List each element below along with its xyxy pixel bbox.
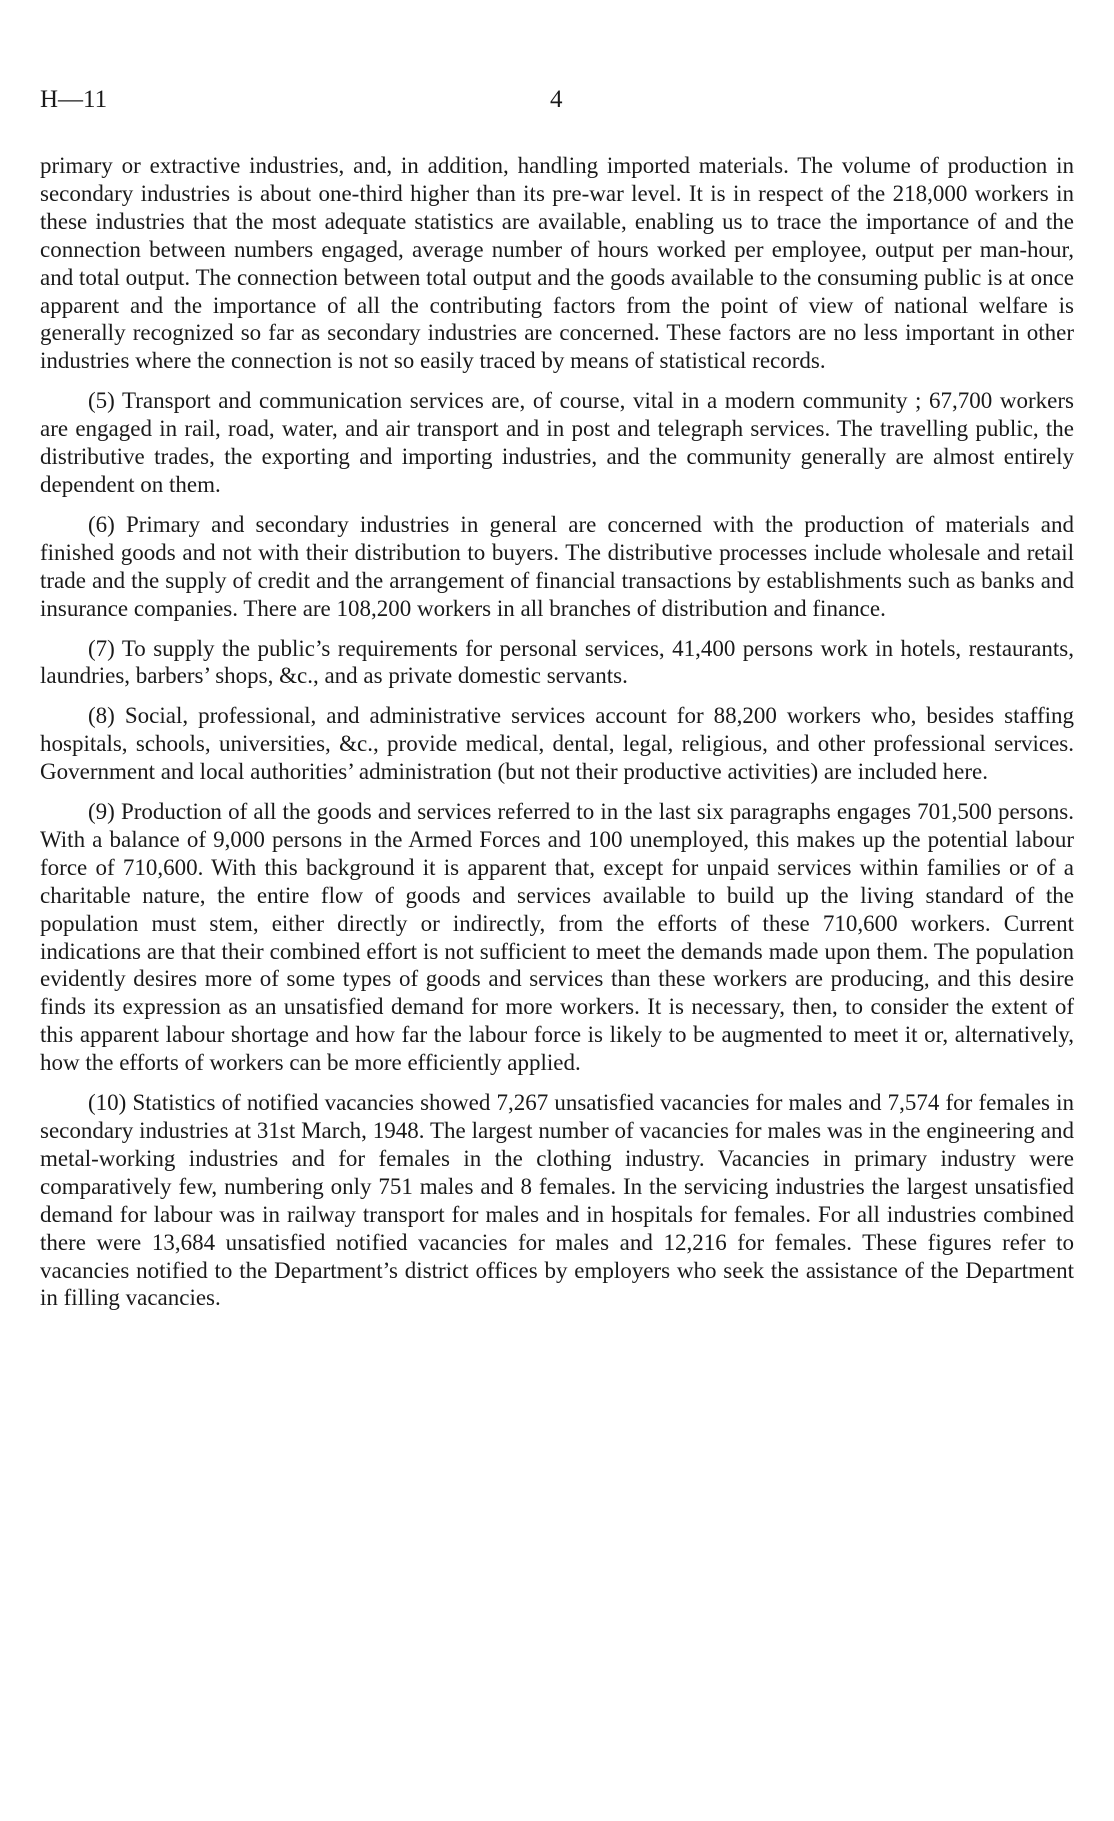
paragraph-8: (8) Social, professional, and administrative services account for 88,200 workers who, besides staffing hospitals, schools, universities, &c., provide medical, dental, legal, religious, and other professional services. Government and local authorities’ administration (but not their productive activities) are included here. (40, 703, 1074, 785)
paragraph-continuation: primary or extractive industries, and, in addition, handling imported materials. The volume of production in secondary industries is about one-third higher than its pre-war level. It is in respect of the 218,000 workers in these industries that the most adequate statistics are available, enabling us to trace the importance of and the connection between numbers engaged, average number of hours worked per employee, output per man-hour, and total output. The connection between total output and the goods available to the consuming public is at once apparent and the importance of all the contributing factors from the point of view of national welfare is generally recognized so far as secondary industries are concerned. These factors are no less important in other industries where the connection is not so easily traced by means of statistical records. (40, 153, 1074, 374)
document-reference: H—11 (40, 86, 108, 113)
body-text (40, 152, 1074, 1324)
paragraph-9: (9) Production of all the goods and services referred to in the last six paragraphs engages 701,500 persons. With a balance of 9,000 persons in the Armed Forces and 100 unemployed, this makes up the potential labour force of 710,600. With this background it is apparent that, except for unpaid services within families or of a charitable nature, the entire flow of goods and services available to build up the living standard of the population must stem, either directly or indirectly, from the efforts of these 710,600 workers. Current indications are that their combined effort is not sufficient to meet the demands made upon them. The population evidently desires more of some types of goods and services than these workers are producing, and this desire finds its expression as an unsatisfied demand for more workers. It is necessary, then, to consider the extent of this apparent labour shortage and how far the labour force is likely to be augmented to meet it or, alternatively, how the efforts of workers can be more efficiently applied. (40, 799, 1074, 1076)
page-number: 4 (550, 86, 563, 113)
page-header (40, 86, 1074, 120)
document-page (40, 86, 1074, 1311)
paragraph-6: (6) Primary and secondary industries in general are concerned with the production of materials and finished goods and not with their distribution to buyers. The distributive processes include wholesale and retail trade and the supply of credit and the arrangement of financial transactions by establishments such as banks and insurance companies. There are 108,200 workers in all branches of distribution and finance. (40, 511, 1074, 621)
paragraph-10: (10) Statistics of notified vacancies showed 7,267 unsatisfied vacancies for males and 7,574 for females in secondary industries at 31st March, 1948. The largest number of vacancies for males was in the engineering and metal-working industries and for females in the clothing industry. Vacancies in primary industry were comparatively few, numbering only 751 males and 8 females. In the servicing industries the largest unsatisfied demand for labour was in railway transport for males and in hospitals for females. For all industries combined there were 13,684 unsatisfied notified vacancies for males and 12,216 for females. These figures refer to vacancies notified to the Department’s district offices by employers who seek the assistance of the Department in filling vacancies. (40, 1090, 1074, 1311)
paragraph-7: (7) To supply the public’s requirements for personal services, 41,400 persons work in hotels, restaurants, laundries, barbers’ shops, &c., and as private domestic servants. (40, 635, 1074, 689)
paragraph-5: (5) Transport and communication services are, of course, vital in a modern community ; 67,700 workers are engaged in rail, road, water, and air transport and in post and telegraph services. The travelling public, the distributive trades, the exporting and importing industries, and the community generally are almost entirely dependent on them. (40, 388, 1074, 497)
